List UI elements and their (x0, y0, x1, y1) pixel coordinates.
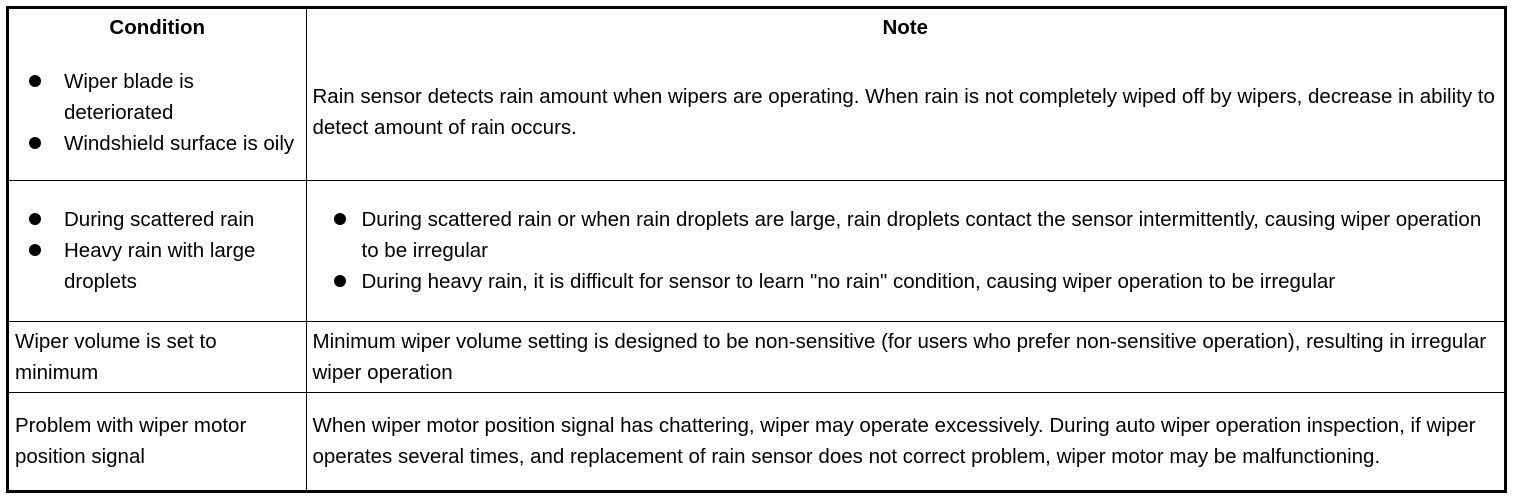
list-item: Wiper blade is deteriorated (15, 66, 300, 128)
list-item: During heavy rain, it is difficult for sensor to learn "no rain" condition, causing wiper operation to be irregular (313, 266, 1499, 297)
table-row (9, 321, 1504, 392)
header-condition: Condition (9, 9, 306, 45)
header-note: Note (306, 9, 1504, 45)
condition-cell: Problem with wiper motor position signal (9, 392, 306, 490)
table-row (9, 45, 1504, 180)
note-cell: Minimum wiper volume setting is designed to be non-sensitive (for users who prefer non-sensitive operation), resulting in irregular wiper operation (306, 321, 1504, 392)
list-item: Heavy rain with large droplets (15, 235, 300, 297)
condition-bullet-list (15, 66, 300, 159)
table-row (9, 392, 1504, 490)
condition-cell: Wiper volume is set to minimum (9, 321, 306, 392)
note-cell: When wiper motor position signal has chattering, wiper may operate excessively. During auto wiper operation inspection, if wiper operates several times, and replacement of rain sensor does not correct problem, wiper motor may be malfunctioning. (306, 392, 1504, 490)
list-item: During scattered rain (15, 204, 300, 235)
note-cell: Rain sensor detects rain amount when wipers are operating. When rain is not completely wiped off by wipers, decrease in ability to detect amount of rain occurs. (306, 45, 1504, 180)
table-row (9, 180, 1504, 321)
condition-cell (9, 180, 306, 321)
note-cell (306, 180, 1504, 321)
condition-note-table (6, 6, 1507, 493)
list-item: During scattered rain or when rain droplets are large, rain droplets contact the sensor intermittently, causing wiper operation to be irregular (313, 204, 1499, 266)
table (9, 9, 1504, 490)
header-row (9, 9, 1504, 45)
list-item: Windshield surface is oily (15, 128, 300, 159)
condition-cell (9, 45, 306, 180)
note-bullet-list (313, 204, 1499, 297)
condition-bullet-list (15, 204, 300, 297)
